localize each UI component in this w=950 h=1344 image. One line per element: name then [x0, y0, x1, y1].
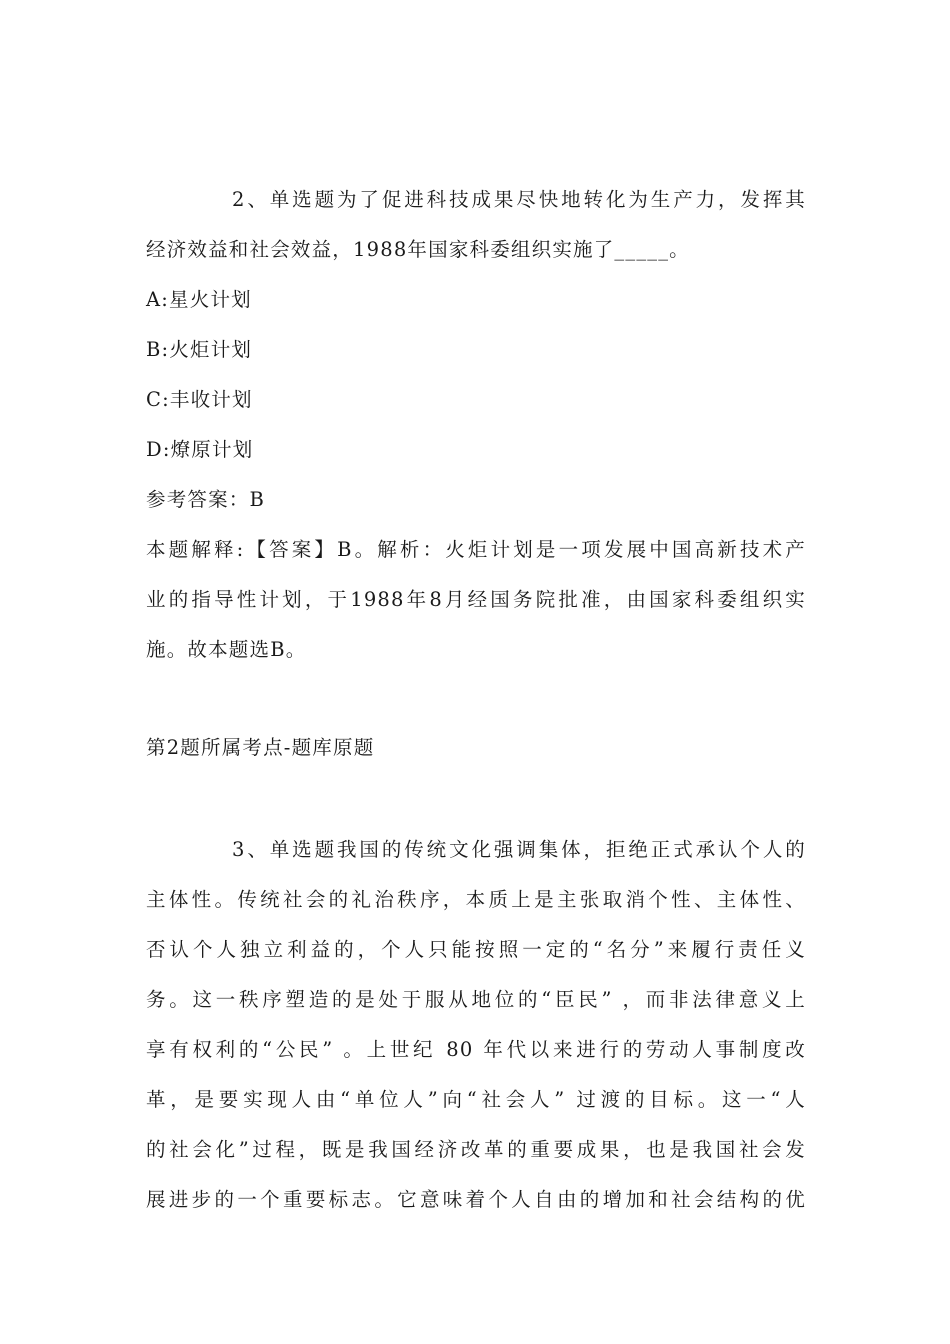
q3-stem-line-5: 享有权利的“公民” 。上世纪 80 年代以来进行的劳动人事制度改	[146, 1038, 806, 1061]
q3-stem-line-7: 的社会化”过程，既是我国经济改革的重要成果，也是我国社会发	[146, 1138, 806, 1161]
q2-answer: 参考答案：B	[146, 488, 266, 511]
q2-stem-line-1: 2、单选题为了促进科技成果尽快地转化为生产力，发挥其	[232, 188, 806, 211]
q2-option-b: B:火炬计划	[146, 338, 253, 361]
q3-stem-line-1: 3、单选题我国的传统文化强调集体，拒绝正式承认个人的	[232, 838, 806, 861]
q2-option-d: D:燎原计划	[146, 438, 254, 461]
q3-stem-line-3: 否认个人独立利益的，个人只能按照一定的“名分”来履行责任义	[146, 938, 806, 961]
q3-stem-line-2: 主体性。传统社会的礼治秩序，本质上是主张取消个性、主体性、	[146, 888, 806, 911]
q2-explanation-line-2: 业的指导性计划，于1988年8月经国务院批准，由国家科委组织实	[146, 588, 806, 611]
q3-stem-line-8: 展进步的一个重要标志。它意味着个人自由的增加和社会结构的优	[146, 1188, 806, 1211]
q2-option-c: C:丰收计划	[146, 388, 253, 411]
q3-stem-line-6: 革，是要实现人由“单位人”向“社会人” 过渡的目标。这一“人	[146, 1088, 806, 1111]
q2-option-a: A:星火计划	[146, 288, 252, 311]
q3-stem-line-4: 务。这一秩序塑造的是处于服从地位的“臣民” ，而非法律意义上	[146, 988, 806, 1011]
q2-explanation-line-1: 本题解释:【答案】B。解析：火炬计划是一项发展中国高新技术产	[146, 538, 806, 561]
q2-explanation-line-3: 施。故本题选B。	[146, 638, 307, 661]
q2-topic: 第2题所属考点-题库原题	[146, 736, 375, 759]
q2-stem-line-2: 经济效益和社会效益，1988年国家科委组织实施了_____。	[146, 238, 690, 261]
